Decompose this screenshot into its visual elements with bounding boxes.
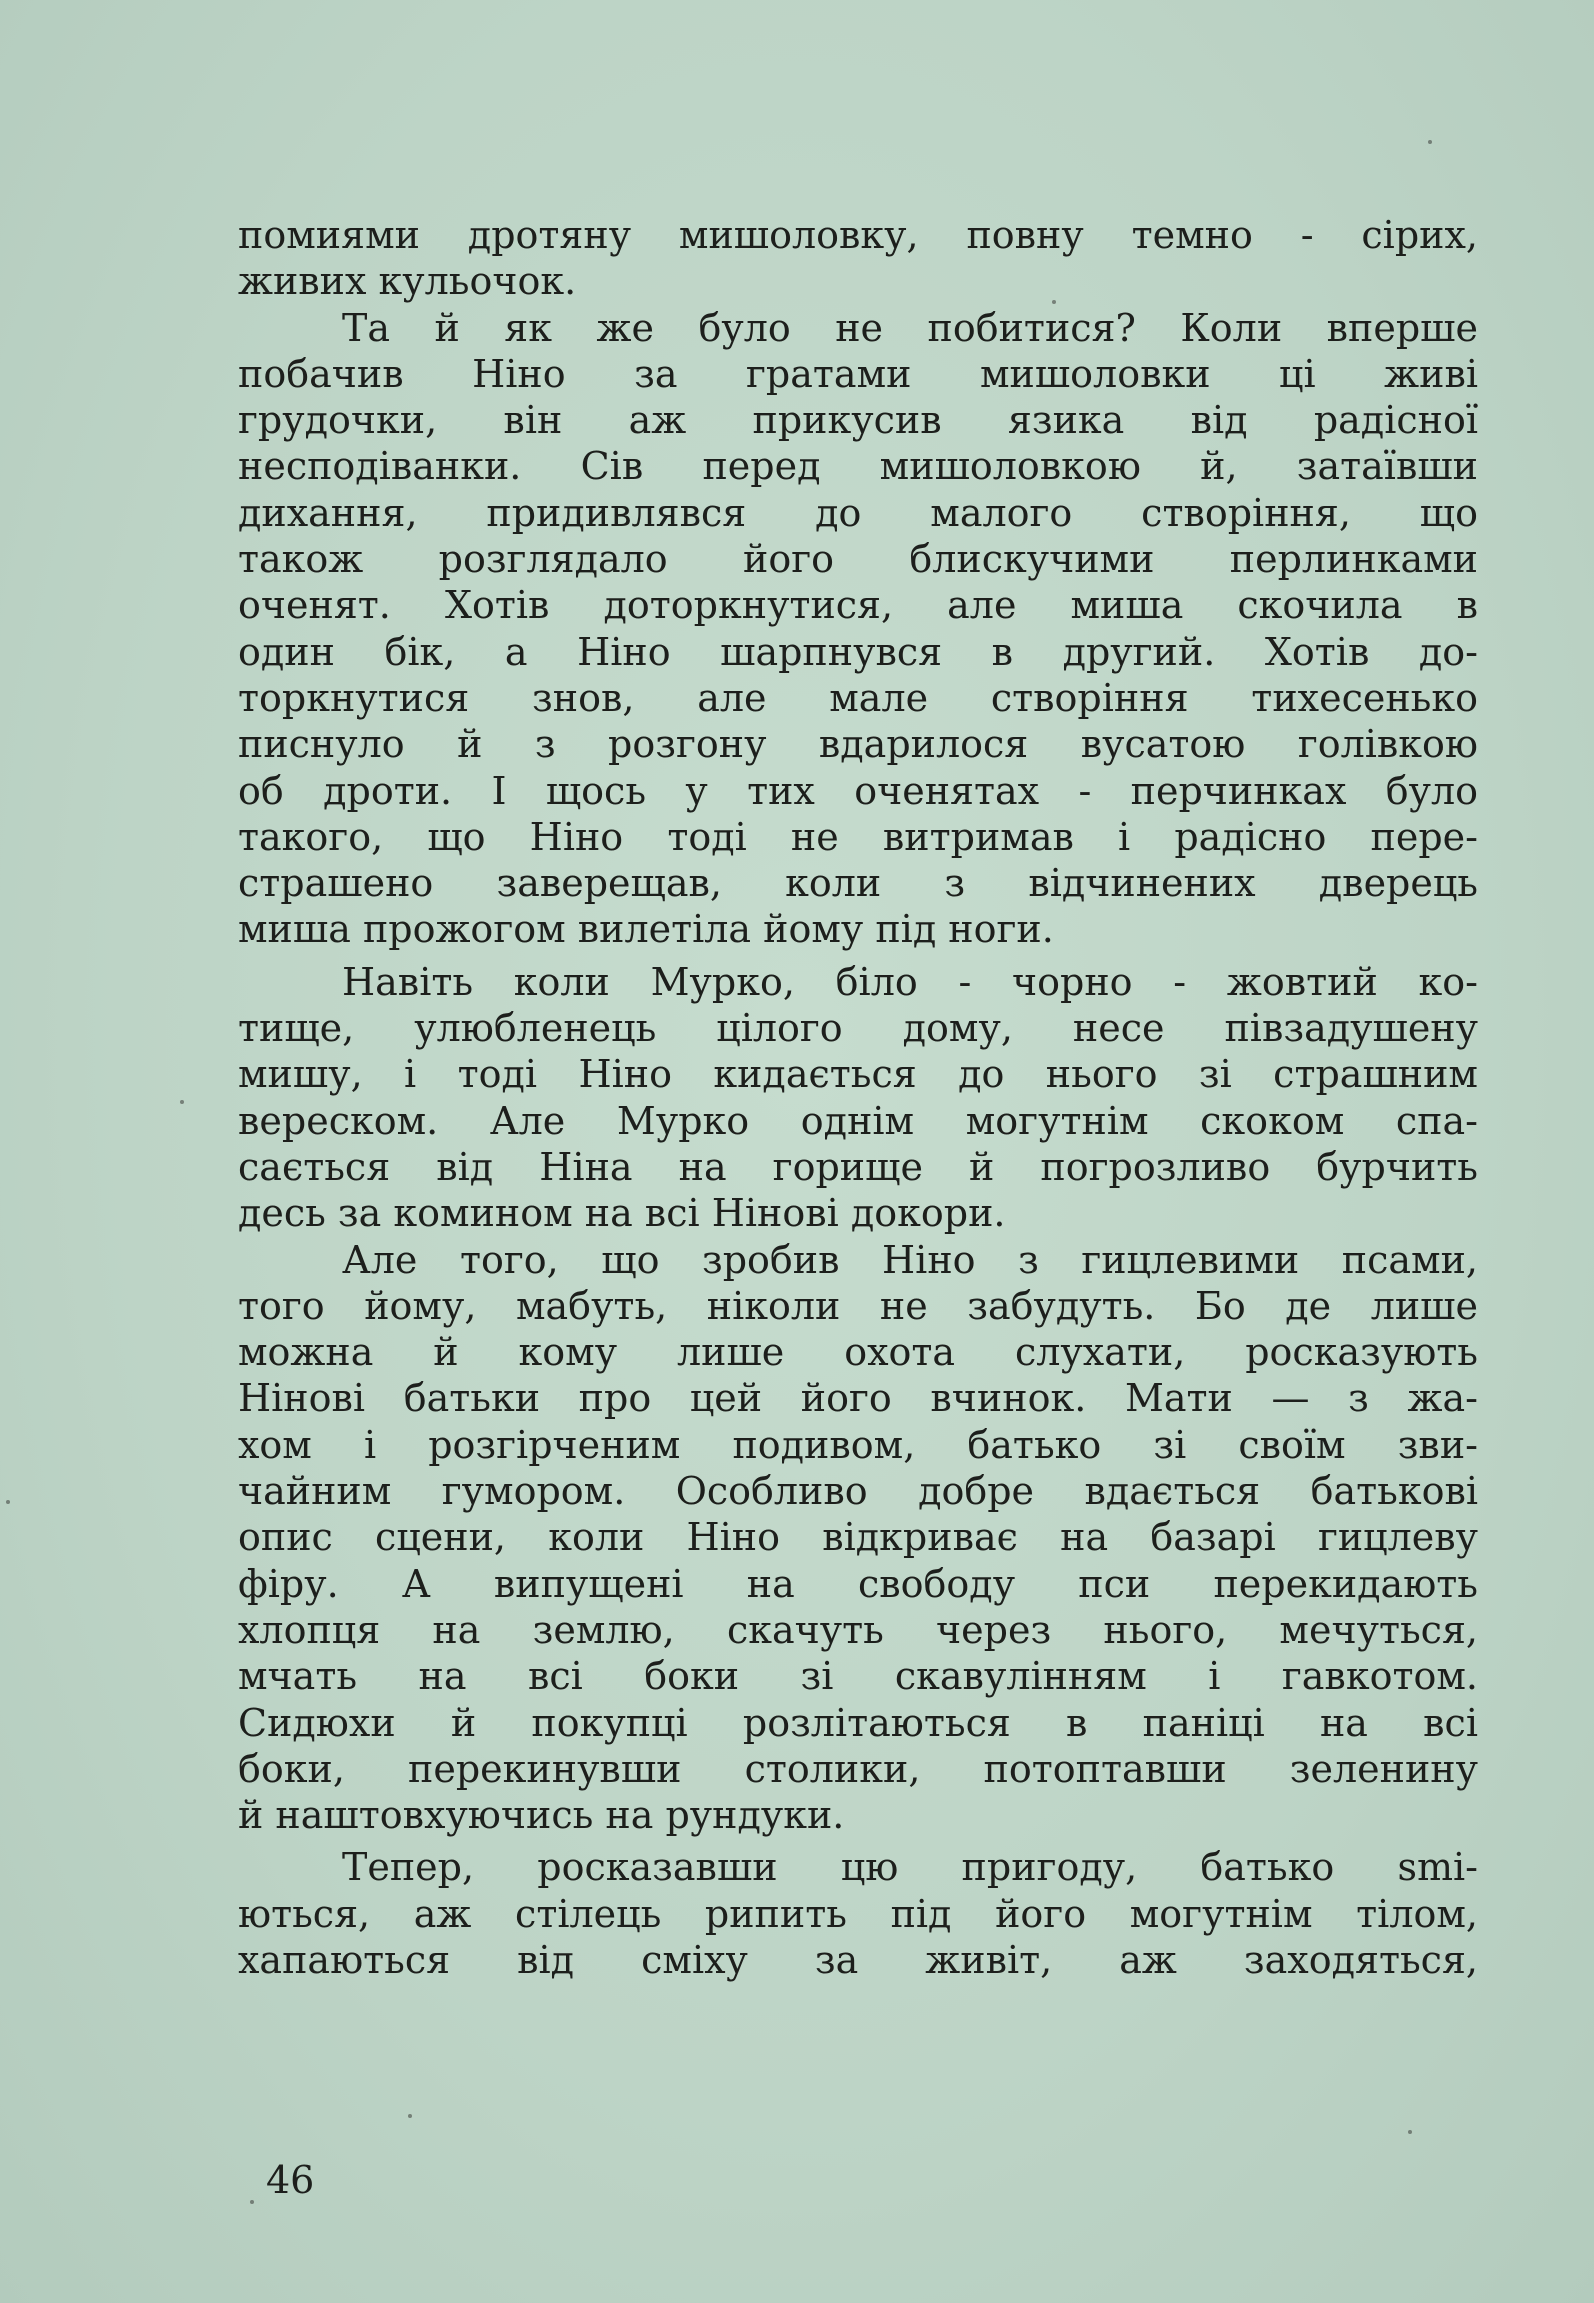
text-line: страшено заверещав, коли з відчинених дверець xyxy=(238,861,1478,906)
text-line: хлопця на землю, скачуть через нього, мечуться, xyxy=(238,1607,1478,1652)
text-line: Тепер, росказавши цю пригоду, батько smі- xyxy=(342,1845,1478,1890)
paper-speck xyxy=(6,1500,10,1504)
text-line: опис сцени, коли Ніно відкриває на базарі гицлеву xyxy=(238,1515,1478,1560)
text-line: об дроти. І щось у тих оченятах - перчинках було xyxy=(238,768,1478,813)
text-line: десь за комином на всі Нінові докори. xyxy=(238,1191,1006,1236)
text-line: грудочки, він аж прикусив язика від радісної xyxy=(238,398,1478,443)
text-line: Але того, що зробив Ніно з гицлевими псами, xyxy=(342,1237,1478,1282)
text-line: помиями дротяну мишоловку, повну темно - сірих, xyxy=(238,213,1478,257)
text-line: чайним гумором. Особливо добре вдається батькові xyxy=(238,1469,1478,1514)
text-line: оченят. Хотів доторкнутися, але миша скочила в xyxy=(238,583,1478,628)
text-line: писнуло й з розгону вдарилося вусатою голівкою xyxy=(238,722,1478,767)
text-line: такого, що Ніно тоді не витримав і радісно пере- xyxy=(238,814,1478,859)
text-line: мишу, і тоді Ніно кидається до нього зі страшним xyxy=(238,1052,1478,1097)
text-line: несподіванки. Сів перед мишоловкою й, затаївши xyxy=(238,444,1478,489)
text-line: побачив Ніно за гратами мишоловки ці живі xyxy=(238,351,1478,396)
text-line: Навіть коли Мурко, біло - чорно - жовтий ко- xyxy=(342,959,1478,1004)
paper-speck xyxy=(250,2200,254,2204)
text-line: миша прожогом вилетіла йому під ноги. xyxy=(238,907,1054,952)
text-line: хапаються від сміху за живіт, аж заходяться, xyxy=(238,1937,1478,1982)
text-line: один бік, а Ніно шарпнувся в другий. Хотів до- xyxy=(238,629,1478,674)
text-line: сається від Ніна на горище й погрозливо бурчить xyxy=(238,1144,1478,1189)
text-line: Сидюхи й покупці розлітаються в паніці на всі xyxy=(238,1700,1478,1745)
text-line: хом і розгірченим подивом, батько зі своїм зви- xyxy=(238,1422,1478,1467)
paper-speck xyxy=(1408,2130,1412,2134)
text-line: мчать на всі боки зі скавулінням і гавкотом. xyxy=(238,1654,1478,1699)
paper-speck xyxy=(1428,140,1432,144)
text-line: фіру. А випущені на свободу пси перекидають xyxy=(238,1561,1478,1606)
paper-speck xyxy=(1052,300,1056,304)
page-number: 46 xyxy=(266,2158,315,2202)
text-line: й наштовхуючись на рундуки. xyxy=(238,1793,845,1838)
text-line: вереском. Але Мурко однім могутнім скоком спа- xyxy=(238,1098,1478,1143)
paper-speck xyxy=(180,1100,184,1104)
text-line: дихання, придивлявся до малого створіння, що xyxy=(238,490,1478,535)
text-line: живих кульочок. xyxy=(238,259,577,304)
paper-speck xyxy=(408,2114,412,2118)
body-text xyxy=(238,212,1478,1983)
text-line: боки, перекинувши столики, потоптавши зеленину xyxy=(238,1746,1478,1791)
text-line: також розглядало його блискучими перлинками xyxy=(238,537,1478,582)
text-line: того йому, мабуть, ніколи не забудуть. Бо де лише xyxy=(238,1283,1478,1328)
text-line: Нінові батьки про цей його вчинок. Мати — з жа- xyxy=(238,1376,1478,1421)
text-line: можна й кому лише охота слухати, росказують xyxy=(238,1330,1478,1375)
text-line: ються, аж стілець рипить під його могутнім тілом, xyxy=(238,1891,1478,1936)
text-line: Та й як же було не побитися? Коли вперше xyxy=(342,305,1478,350)
text-line: торкнутися знов, але мале створіння тихесенько xyxy=(238,675,1478,720)
text-line: тище, улюбленець цілого дому, несе півзадушену xyxy=(238,1006,1478,1051)
